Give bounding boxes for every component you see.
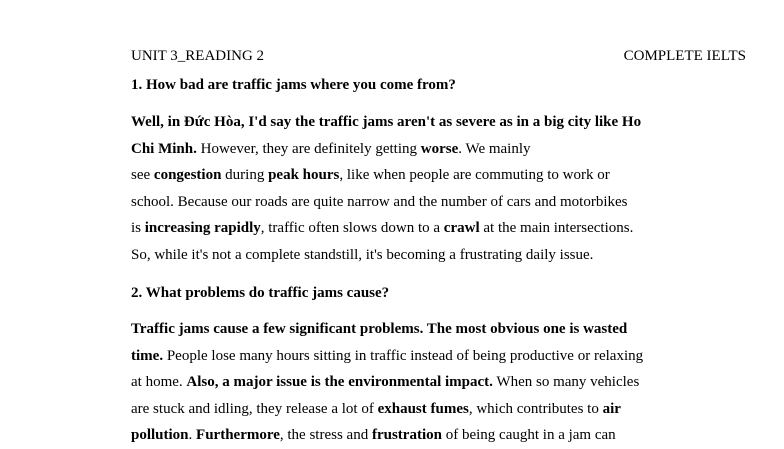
page-header — [131, 48, 746, 68]
text-run: , like when people are commuting to work or — [339, 167, 610, 183]
bold-phrase: pollution — [131, 427, 189, 443]
bold-phrase: frustration — [371, 427, 442, 443]
text-run: , traffic often slows down to a — [260, 220, 444, 236]
q1-answer-line — [131, 162, 731, 189]
bold-phrase: worse — [420, 140, 459, 157]
text-run: . — [188, 427, 197, 443]
text-run: see — [131, 167, 154, 183]
text-run: When so many vehicles — [492, 374, 640, 390]
question-1-heading — [131, 72, 731, 99]
text-run: However, they are definitely getting — [196, 140, 421, 157]
answer-2-paragraph — [131, 316, 731, 449]
bold-phrase: Traffic jams cause a few significant problems. The most obvious one is wasted — [131, 321, 628, 337]
text-run: So, while it's not a complete standstill, it's becoming a frustrating daily issue. — [131, 246, 594, 263]
header-unit-title: UNIT 3_READING 2 — [131, 48, 265, 64]
q2-answer-line — [131, 369, 731, 396]
q1-answer-line — [131, 215, 731, 242]
text-run: at home. — [131, 374, 187, 390]
text-run: are stuck and idling, they release a lot of — [131, 400, 378, 417]
bold-phrase: crawl — [443, 220, 480, 236]
text-run: . We mainly — [458, 140, 531, 157]
q2-answer-line — [131, 316, 731, 343]
text-run: at the main intersections. — [479, 220, 634, 236]
bold-phrase: congestion — [153, 167, 222, 183]
text-run: People lose many hours sitting in traffic instead of being productive or relaxing — [163, 347, 644, 364]
q2-answer-line — [131, 422, 731, 449]
q1-answer-line — [131, 189, 731, 216]
answer-1-paragraph — [131, 109, 731, 268]
q1-answer-line — [131, 242, 731, 269]
bold-phrase: Well, in Đức Hòa, I'd say the traffic jams aren't as severe as in a big city like Ho — [131, 114, 642, 130]
text-run: , which contributes to — [468, 400, 603, 417]
text-run: is — [131, 220, 145, 236]
bold-phrase: peak hours — [268, 167, 340, 183]
question-2-heading — [131, 280, 731, 307]
bold-phrase: Chi Minh. — [131, 140, 197, 157]
q2-answer-line — [131, 343, 731, 370]
question-2: 2. What problems do traffic jams cause? — [131, 285, 390, 301]
text-run: school. Because our roads are quite narrow and the number of cars and motorbikes — [131, 193, 628, 210]
q2-answer-line — [131, 396, 731, 423]
bold-phrase: Furthermore — [196, 427, 280, 443]
q1-answer-line — [131, 109, 731, 136]
bold-phrase: air — [602, 400, 621, 417]
text-run: of being caught in a jam can — [441, 427, 616, 443]
header-book-title: COMPLETE IELTS — [623, 48, 746, 64]
bold-phrase: exhaust fumes — [377, 400, 469, 417]
text-run: during — [221, 167, 269, 183]
bold-phrase: Also, a major issue is the environmental impact. — [186, 374, 493, 390]
bold-phrase: time. — [131, 347, 164, 364]
bold-phrase: increasing rapidly — [144, 220, 261, 236]
text-run: , the stress and — [279, 427, 372, 443]
q1-answer-line — [131, 136, 731, 163]
question-1: 1. How bad are traffic jams where you come from? — [131, 77, 456, 93]
